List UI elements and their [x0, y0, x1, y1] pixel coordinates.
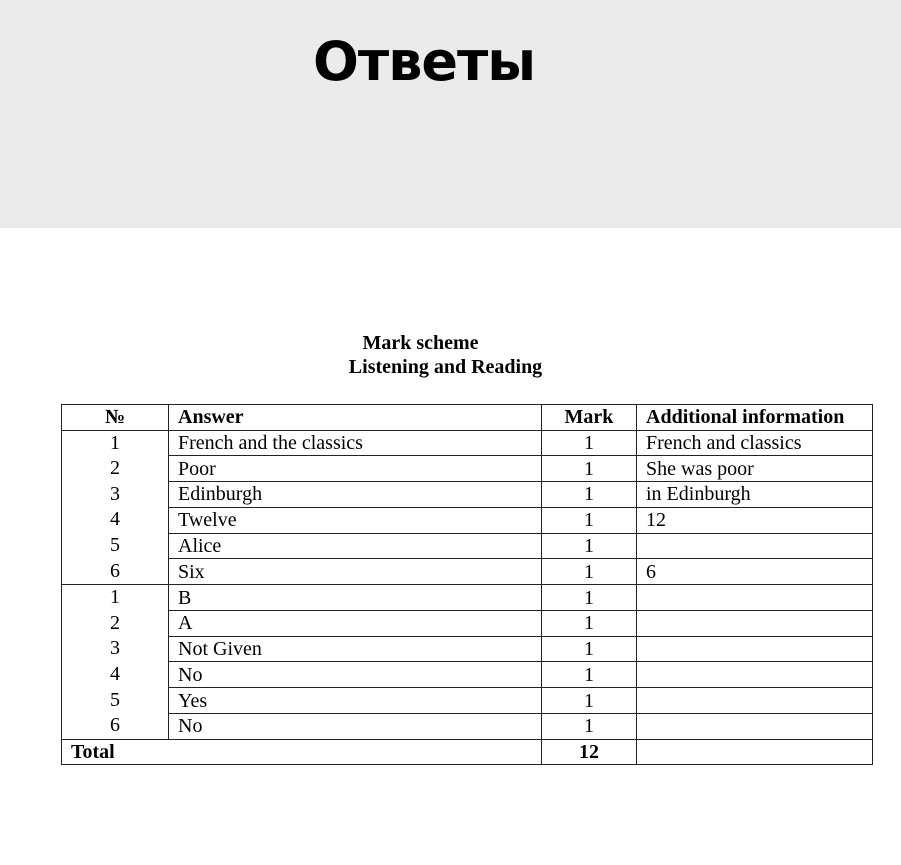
info-cell [637, 585, 873, 611]
mark-cell: 1 [542, 585, 637, 611]
mark-cell: 1 [542, 430, 637, 456]
section-numbers-cell [62, 585, 169, 740]
mark-cell: 1 [542, 507, 637, 533]
row-number: 1 [110, 431, 120, 454]
document-subtitle: Listening and Reading [348, 356, 543, 378]
mark-scheme-table [61, 404, 873, 765]
answer-cell: A [169, 610, 542, 636]
table-header-row [62, 405, 873, 431]
document-title: Mark scheme [362, 332, 479, 354]
header-band [0, 0, 901, 228]
row-number: 2 [110, 457, 120, 480]
table-row [62, 533, 873, 559]
total-value: 12 [542, 739, 637, 765]
info-cell [637, 662, 873, 688]
total-label: Total [62, 739, 542, 765]
info-cell [637, 688, 873, 714]
row-number: 6 [110, 559, 120, 582]
info-cell [637, 636, 873, 662]
table-row [62, 610, 873, 636]
row-number: 5 [110, 533, 120, 556]
answer-cell: Yes [169, 688, 542, 714]
answer-cell: Alice [169, 533, 542, 559]
section-numbers-cell [62, 430, 169, 585]
row-number: 2 [110, 611, 120, 634]
mark-cell: 1 [542, 482, 637, 508]
table-body [62, 430, 873, 765]
mark-cell: 1 [542, 533, 637, 559]
table-row [62, 585, 873, 611]
row-number: 6 [110, 714, 120, 737]
answer-cell: Edinburgh [169, 482, 542, 508]
table-row [62, 482, 873, 508]
table-row [62, 636, 873, 662]
row-number: 4 [110, 508, 120, 531]
table-row [62, 688, 873, 714]
row-number: 1 [110, 586, 120, 609]
mark-cell: 1 [542, 713, 637, 739]
info-cell: in Edinburgh [637, 482, 873, 508]
info-cell [637, 610, 873, 636]
row-number: 3 [110, 482, 120, 505]
column-header-answer: Answer [169, 405, 542, 431]
page-title: Ответы [313, 30, 536, 93]
answer-cell: French and the classics [169, 430, 542, 456]
row-number: 5 [110, 688, 120, 711]
answer-cell: No [169, 713, 542, 739]
answer-cell: Poor [169, 456, 542, 482]
table-row [62, 662, 873, 688]
mark-cell: 1 [542, 559, 637, 585]
table-row [62, 430, 873, 456]
info-cell: French and classics [637, 430, 873, 456]
info-cell [637, 533, 873, 559]
mark-cell: 1 [542, 662, 637, 688]
info-cell [637, 713, 873, 739]
table-row [62, 713, 873, 739]
table-row [62, 559, 873, 585]
total-info-cell [637, 739, 873, 765]
info-cell: 6 [637, 559, 873, 585]
total-row [62, 739, 873, 765]
mark-cell: 1 [542, 610, 637, 636]
answer-cell: Six [169, 559, 542, 585]
table-row [62, 456, 873, 482]
column-header-info: Additional information [637, 405, 873, 431]
mark-cell: 1 [542, 636, 637, 662]
row-number: 4 [110, 662, 120, 685]
column-header-number: № [62, 405, 169, 431]
answer-cell: B [169, 585, 542, 611]
row-number: 3 [110, 637, 120, 660]
table-row [62, 507, 873, 533]
info-cell: 12 [637, 507, 873, 533]
info-cell: She was poor [637, 456, 873, 482]
answer-cell: Twelve [169, 507, 542, 533]
mark-cell: 1 [542, 688, 637, 714]
answer-cell: Not Given [169, 636, 542, 662]
mark-cell: 1 [542, 456, 637, 482]
column-header-mark: Mark [542, 405, 637, 431]
answer-cell: No [169, 662, 542, 688]
